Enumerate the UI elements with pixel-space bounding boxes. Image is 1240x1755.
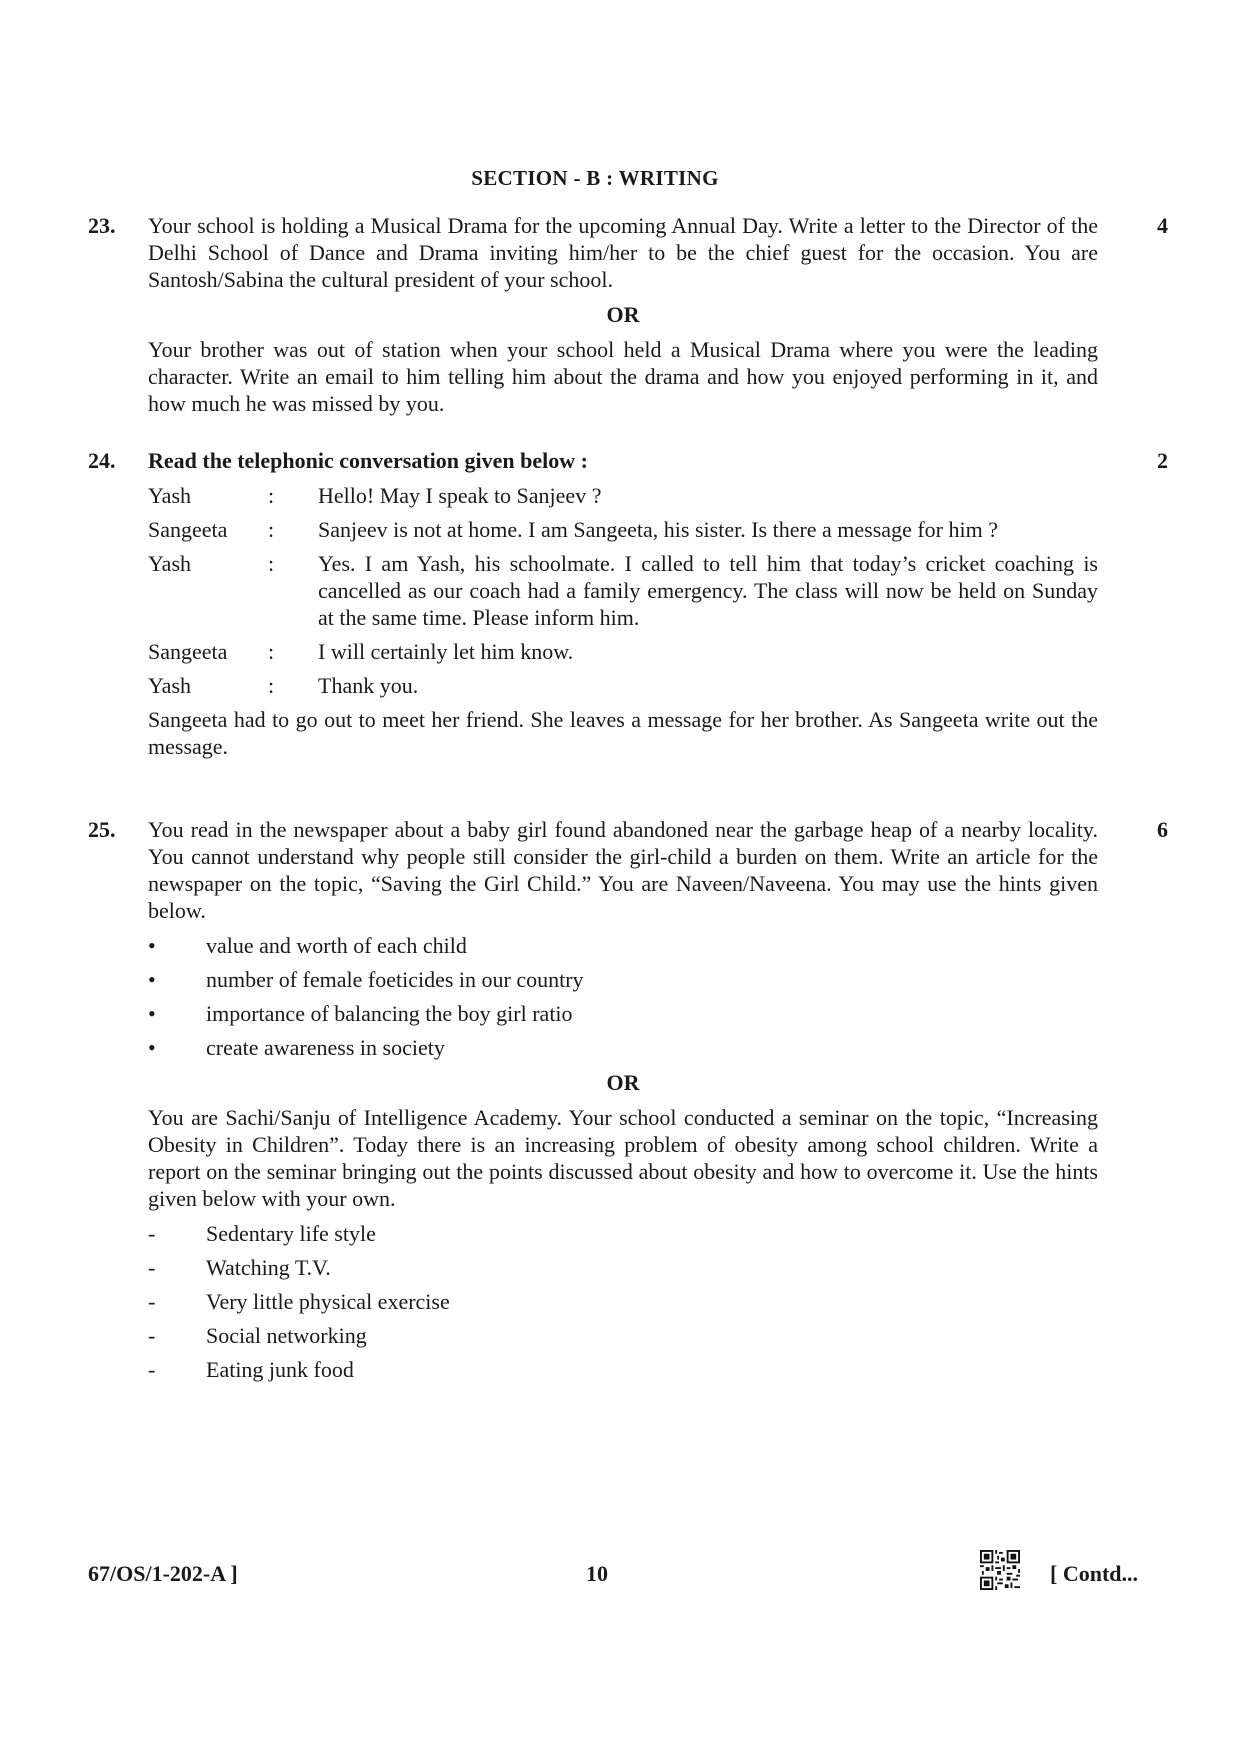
- dialog-row: [148, 550, 1098, 631]
- or-separator: OR: [606, 302, 640, 327]
- speaker: Yash: [148, 483, 192, 508]
- hint-item: [148, 1254, 1098, 1281]
- dash-icon: -: [148, 1289, 156, 1314]
- hint-item: [148, 1356, 1098, 1383]
- hint-text: Social networking: [206, 1323, 367, 1348]
- dash-icon: -: [148, 1221, 156, 1246]
- speaker: Yash: [148, 551, 192, 576]
- utterance: Thank you.: [318, 673, 419, 698]
- dash-icon: -: [148, 1357, 156, 1382]
- hint-text: create awareness in society: [206, 1035, 445, 1060]
- hint-text: Sedentary life style: [206, 1221, 376, 1246]
- dash-icon: -: [148, 1255, 156, 1280]
- question-number: 24.: [88, 448, 116, 473]
- dialog-row: [148, 482, 1098, 509]
- speaker: Sangeeta: [148, 639, 228, 664]
- question-text: You read in the newspaper about a baby girl found abandoned near the garbage heap of a nearby locality. You cannot understand why people still consider the girl-child a burden on them. Write an article for the newspaper on the topic, “Saving the Girl Child.” You are Naveen/Naveena. You may use the hints given below.: [148, 817, 1098, 923]
- question-25: [88, 816, 1168, 1390]
- dialog: [148, 482, 1098, 699]
- utterance: Yes. I am Yash, his schoolmate. I called to tell him that today’s cricket coaching is cancelled as our coach had a family emergency. The class will now be held on Sunday at the same time. Please inform him.: [318, 551, 1098, 630]
- hint-item: [148, 1322, 1098, 1349]
- hint-text: Watching T.V.: [206, 1255, 331, 1280]
- hint-item: [148, 1034, 1098, 1061]
- question-number: 25.: [88, 817, 116, 842]
- speaker-colon: :: [268, 673, 275, 698]
- hint-list: [148, 932, 1098, 1061]
- question-marks: 6: [1157, 817, 1168, 842]
- question-marks: 4: [1157, 213, 1168, 238]
- hint-text: number of female foeticides in our country: [206, 967, 584, 992]
- hint-item: [148, 932, 1098, 959]
- paper-code: 67/OS/1-202-A ]: [88, 1561, 238, 1586]
- speaker: Yash: [148, 673, 192, 698]
- hint-item: [148, 1220, 1098, 1247]
- speaker-colon: :: [268, 517, 275, 542]
- hint-text: importance of balancing the boy girl ratio: [206, 1001, 573, 1026]
- utterance: I will certainly let him know.: [318, 639, 574, 664]
- speaker-colon: :: [268, 483, 275, 508]
- bullet-icon: •: [148, 933, 156, 958]
- dialog-row: [148, 672, 1098, 699]
- question-23: [88, 212, 1168, 417]
- question-text-alternative: You are Sachi/Sanju of Intelligence Academy. Your school conducted a seminar on the topic, “Increasing Obesity in Children”. Today there is an increasing problem of obesity among school children. Write a report on the seminar bringing out the points discussed about obesity and how to overcome it. Use the hints given below with your own.: [148, 1105, 1098, 1211]
- question-marks: 2: [1157, 448, 1168, 473]
- hint-text: value and worth of each child: [206, 933, 467, 958]
- question-text: Your school is holding a Musical Drama for the upcoming Annual Day. Write a letter to the Director of the Delhi School of Dance and Drama inviting him/her to be the chief guest for the occasion. You are Santosh/Sabina the cultural president of your school.: [148, 213, 1098, 292]
- utterance: Hello! May I speak to Sanjeev ?: [318, 483, 602, 508]
- question-instruction: Sangeeta had to go out to meet her friend. She leaves a message for her brother. As Sangeeta write out the message.: [148, 707, 1098, 759]
- bullet-icon: •: [148, 1035, 156, 1060]
- dash-icon: -: [148, 1323, 156, 1348]
- page-footer: [88, 1560, 1148, 1600]
- dialog-row: [148, 516, 1098, 543]
- qr-code-icon: [980, 1550, 1020, 1590]
- dialog-row: [148, 638, 1098, 665]
- hint-list: [148, 1220, 1098, 1383]
- page-number: 10: [586, 1561, 608, 1586]
- bullet-icon: •: [148, 967, 156, 992]
- speaker-colon: :: [268, 639, 275, 664]
- hint-text: Very little physical exercise: [206, 1289, 450, 1314]
- bullet-icon: •: [148, 1001, 156, 1026]
- question-text-alternative: Your brother was out of station when your school held a Musical Drama where you were the leading character. Write an email to him telling him about the drama and how you enjoyed performing in it, and how much he was missed by you.: [148, 337, 1098, 416]
- hint-item: [148, 1288, 1098, 1315]
- utterance: Sanjeev is not at home. I am Sangeeta, his sister. Is there a message for him ?: [318, 517, 998, 542]
- hint-text: Eating junk food: [206, 1357, 354, 1382]
- question-heading: Read the telephonic conversation given below :: [148, 448, 588, 473]
- or-separator: OR: [606, 1070, 640, 1095]
- question-24: [88, 447, 1168, 760]
- speaker-colon: :: [268, 551, 275, 576]
- question-number: 23.: [88, 213, 116, 238]
- speaker: Sangeeta: [148, 517, 228, 542]
- section-title: SECTION - B : WRITING: [471, 166, 719, 190]
- continued-label: [ Contd...: [1050, 1561, 1139, 1586]
- hint-item: [148, 1000, 1098, 1027]
- hint-item: [148, 966, 1098, 993]
